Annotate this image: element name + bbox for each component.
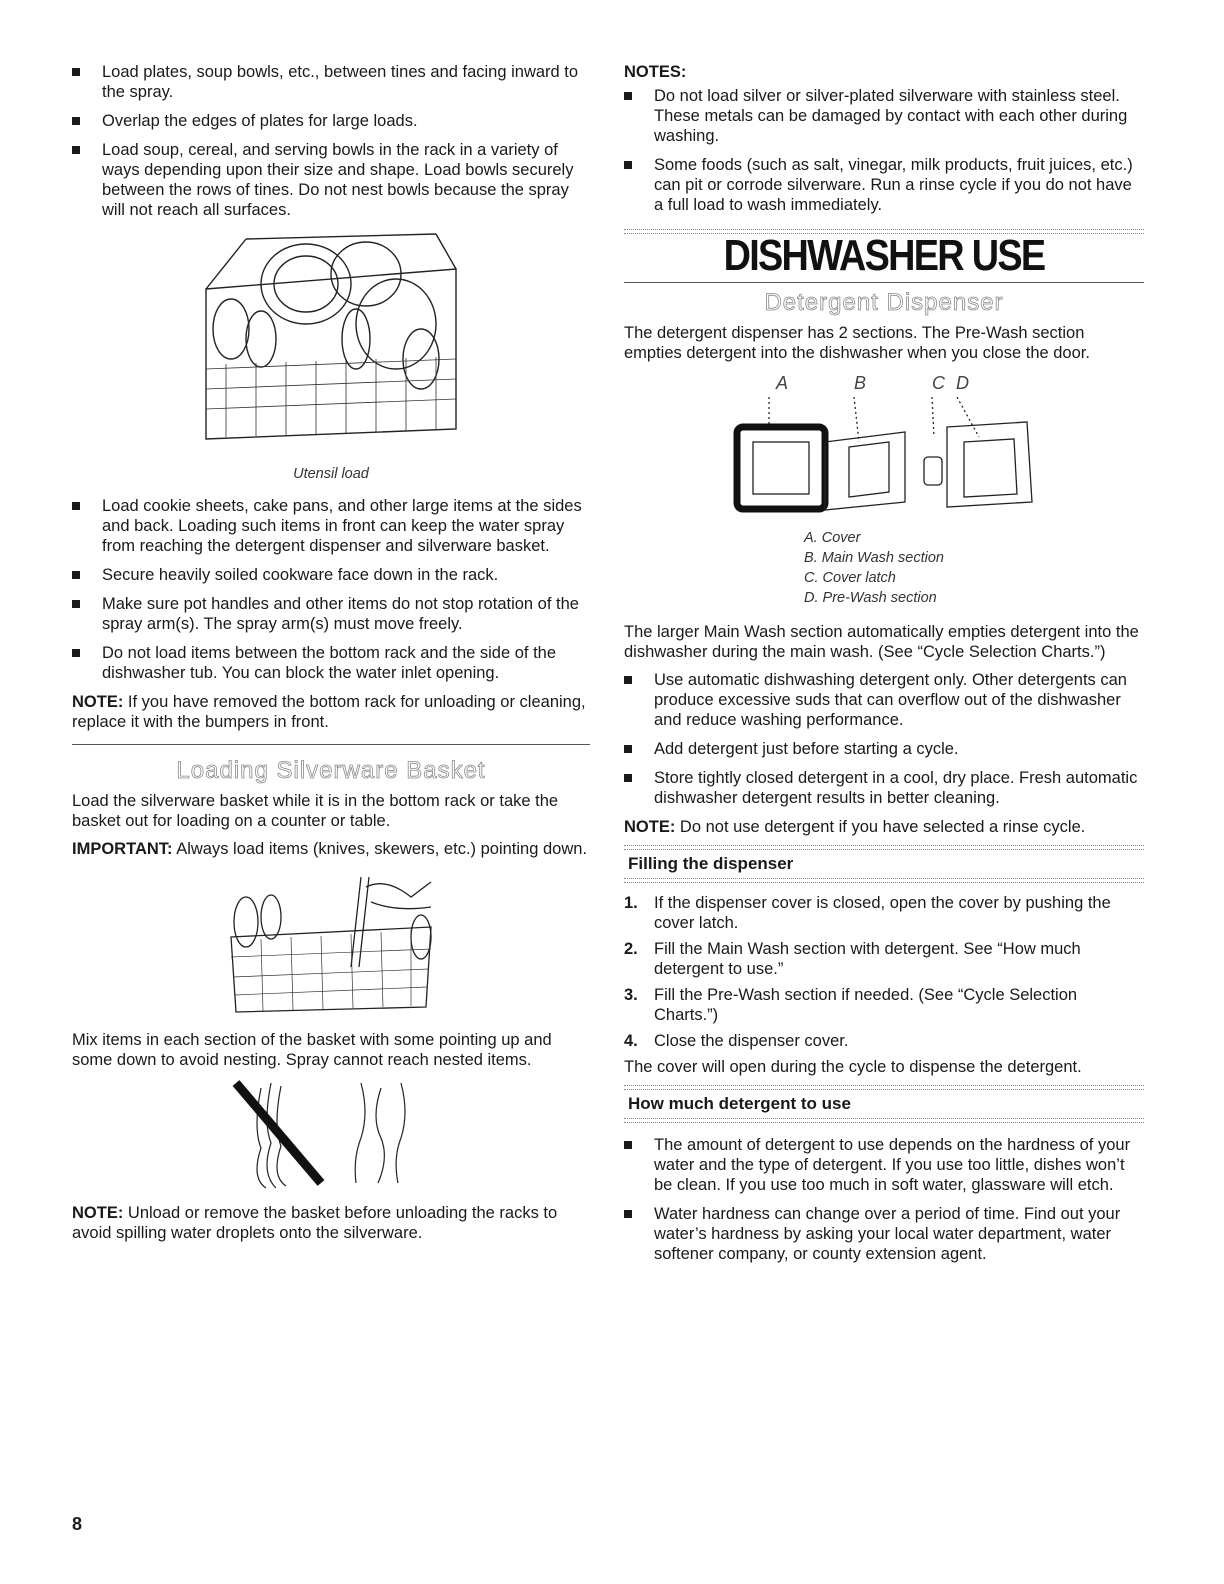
step-item <box>624 893 1144 933</box>
filling-steps <box>624 893 1144 1051</box>
note-label: NOTE: <box>624 818 676 836</box>
step-number: 1. <box>624 894 638 912</box>
step-number: 2. <box>624 940 638 958</box>
note-label: NOTE: <box>72 693 124 711</box>
list-item: Store tightly closed detergent in a cool, dry place. Fresh automatic dishwasher detergent results in better cleaning. <box>624 768 1144 808</box>
list-item: Use automatic dishwashing detergent only. Other detergents can produce excessive suds that can overflow out of the dishwasher and reduce washing performance. <box>624 670 1144 730</box>
nesting-paragraph: Mix items in each section of the basket with some pointing up and some down to avoid nesting. Spray cannot reach nested items. <box>72 1031 552 1069</box>
subhead-filling: Filling the dispenser <box>628 854 794 873</box>
list-item: The amount of detergent to use depends on the hardness of your water and the type of detergent. If you use too little, dishes won’t be clean. If you use too much in soft water, glassware will etch. <box>624 1135 1144 1195</box>
nesting-illustration <box>72 1078 590 1195</box>
right-column <box>624 62 1144 1273</box>
step-item <box>624 1031 1144 1051</box>
no-nesting-drawing <box>231 1078 431 1190</box>
silverware-basket-illustration <box>72 867 590 1022</box>
legend-item: D. Pre-Wash section <box>804 590 937 606</box>
dotted-divider <box>624 1118 1144 1123</box>
step-text: Fill the Pre-Wash section if needed. (See “Cycle Selection Charts.”) <box>654 986 1078 1024</box>
list-item: Do not load silver or silver-plated silverware with stainless steel. These metals can be damaged by contact with each other during washing. <box>624 86 1144 146</box>
divider <box>72 744 590 745</box>
detergent-dispenser-illustration <box>624 397 1144 522</box>
label-c: C <box>932 373 945 393</box>
step-number: 4. <box>624 1032 638 1050</box>
step-text: Fill the Main Wash section with detergent. See “How much detergent to use.” <box>654 940 1081 978</box>
note2-paragraph <box>72 1203 590 1243</box>
dispenser-letter-labels <box>624 371 1144 397</box>
step-item <box>624 985 1144 1025</box>
section-title-dispenser: Detergent Dispenser <box>764 289 1004 316</box>
important-paragraph <box>72 839 590 859</box>
note-text: Do not use detergent if you have selected a rinse cycle. <box>675 818 1086 836</box>
legend-item: C. Cover latch <box>804 570 896 586</box>
dispenser-drawing <box>729 397 1039 517</box>
detergent-bullet-list <box>624 670 1144 808</box>
top-bullet-list <box>72 62 590 220</box>
subhead-how-much: How much detergent to use <box>628 1094 851 1113</box>
hardness-bullet-list <box>624 1135 1144 1264</box>
silverware-paragraph: Load the silverware basket while it is in the bottom rack or take the basket out for loading on a counter or table. <box>72 792 559 830</box>
basket-drawing <box>221 867 441 1017</box>
list-item: Overlap the edges of plates for large loads. <box>72 111 590 131</box>
legend-item: B. Main Wash section <box>804 550 944 566</box>
dispenser-intro: The detergent dispenser has 2 sections. The Pre-Wash section empties detergent into the dishwasher when you close the door. <box>624 324 1090 362</box>
list-item: Load cookie sheets, cake pans, and other large items at the sides and back. Loading such items in front can keep the water spray from reaching the detergent dispenser and silverware basket. <box>72 496 590 556</box>
rinse-note <box>624 817 1144 837</box>
notes-label: NOTES: <box>624 63 687 81</box>
figure-caption: Utensil load <box>293 466 369 482</box>
important-label: IMPORTANT: <box>72 840 173 858</box>
dispenser-legend <box>804 528 1144 608</box>
step-text: If the dispenser cover is closed, open the cover by pushing the cover latch. <box>654 894 1111 932</box>
left-column <box>72 62 590 1251</box>
cover-paragraph: The cover will open during the cycle to dispense the detergent. <box>624 1058 1082 1076</box>
note-paragraph <box>72 692 590 732</box>
list-item: Load soup, cereal, and serving bowls in the rack in a variety of ways depending upon their size and shape. Load bowls securely between the rows of tines. Do not nest bowls because the spray will not reach all surfaces. <box>72 140 590 220</box>
step-number: 3. <box>624 986 638 1004</box>
list-item: Do not load items between the bottom rack and the side of the dishwasher tub. You can block the water inlet opening. <box>72 643 590 683</box>
list-item: Some foods (such as salt, vinegar, milk products, fruit juices, etc.) can pit or corrode silverware. Run a rinse cycle if you do not have a full load to wash immediately. <box>624 155 1144 215</box>
page-number: 8 <box>72 1514 83 1534</box>
label-d: D <box>956 373 969 393</box>
step-text: Close the dispenser cover. <box>654 1032 849 1050</box>
note2-text: Unload or remove the basket before unloading the racks to avoid spilling water droplets onto the silverware. <box>72 1204 558 1242</box>
step-item <box>624 939 1144 979</box>
utensil-load-illustration <box>72 229 590 456</box>
page-title: DISHWASHER USE <box>723 231 1045 280</box>
main-wash-paragraph: The larger Main Wash section automatically empties detergent into the dishwasher during the main wash. (See “Cycle Selection Charts.”) <box>624 623 1139 661</box>
label-b: B <box>854 373 867 393</box>
notes-list <box>624 86 1144 215</box>
list-item: Secure heavily soiled cookware face down in the rack. <box>72 565 590 585</box>
list-item: Add detergent just before starting a cycle. <box>624 739 1144 759</box>
mid-bullet-list <box>72 496 590 683</box>
list-item: Water hardness can change over a period of time. Find out your water’s hardness by asking your local water department, water softener company, or county extension agent. <box>624 1204 1144 1264</box>
list-item: Make sure pot handles and other items do not stop rotation of the spray arm(s). The spray arm(s) must move freely. <box>72 594 590 634</box>
divider <box>624 282 1144 283</box>
dotted-divider <box>624 878 1144 883</box>
section-title-silverware: Loading Silverware Basket <box>176 757 486 784</box>
rack-drawing <box>186 229 476 451</box>
list-item: Load plates, soup bowls, etc., between tines and facing inward to the spray. <box>72 62 590 102</box>
important-text: Always load items (knives, skewers, etc.) pointing down. <box>172 840 588 858</box>
label-a: A <box>776 373 789 393</box>
legend-item: A. Cover <box>804 530 861 546</box>
note-text: If you have removed the bottom rack for unloading or cleaning, replace it with the bumpers in front. <box>72 693 586 731</box>
note2-label: NOTE: <box>72 1204 124 1222</box>
